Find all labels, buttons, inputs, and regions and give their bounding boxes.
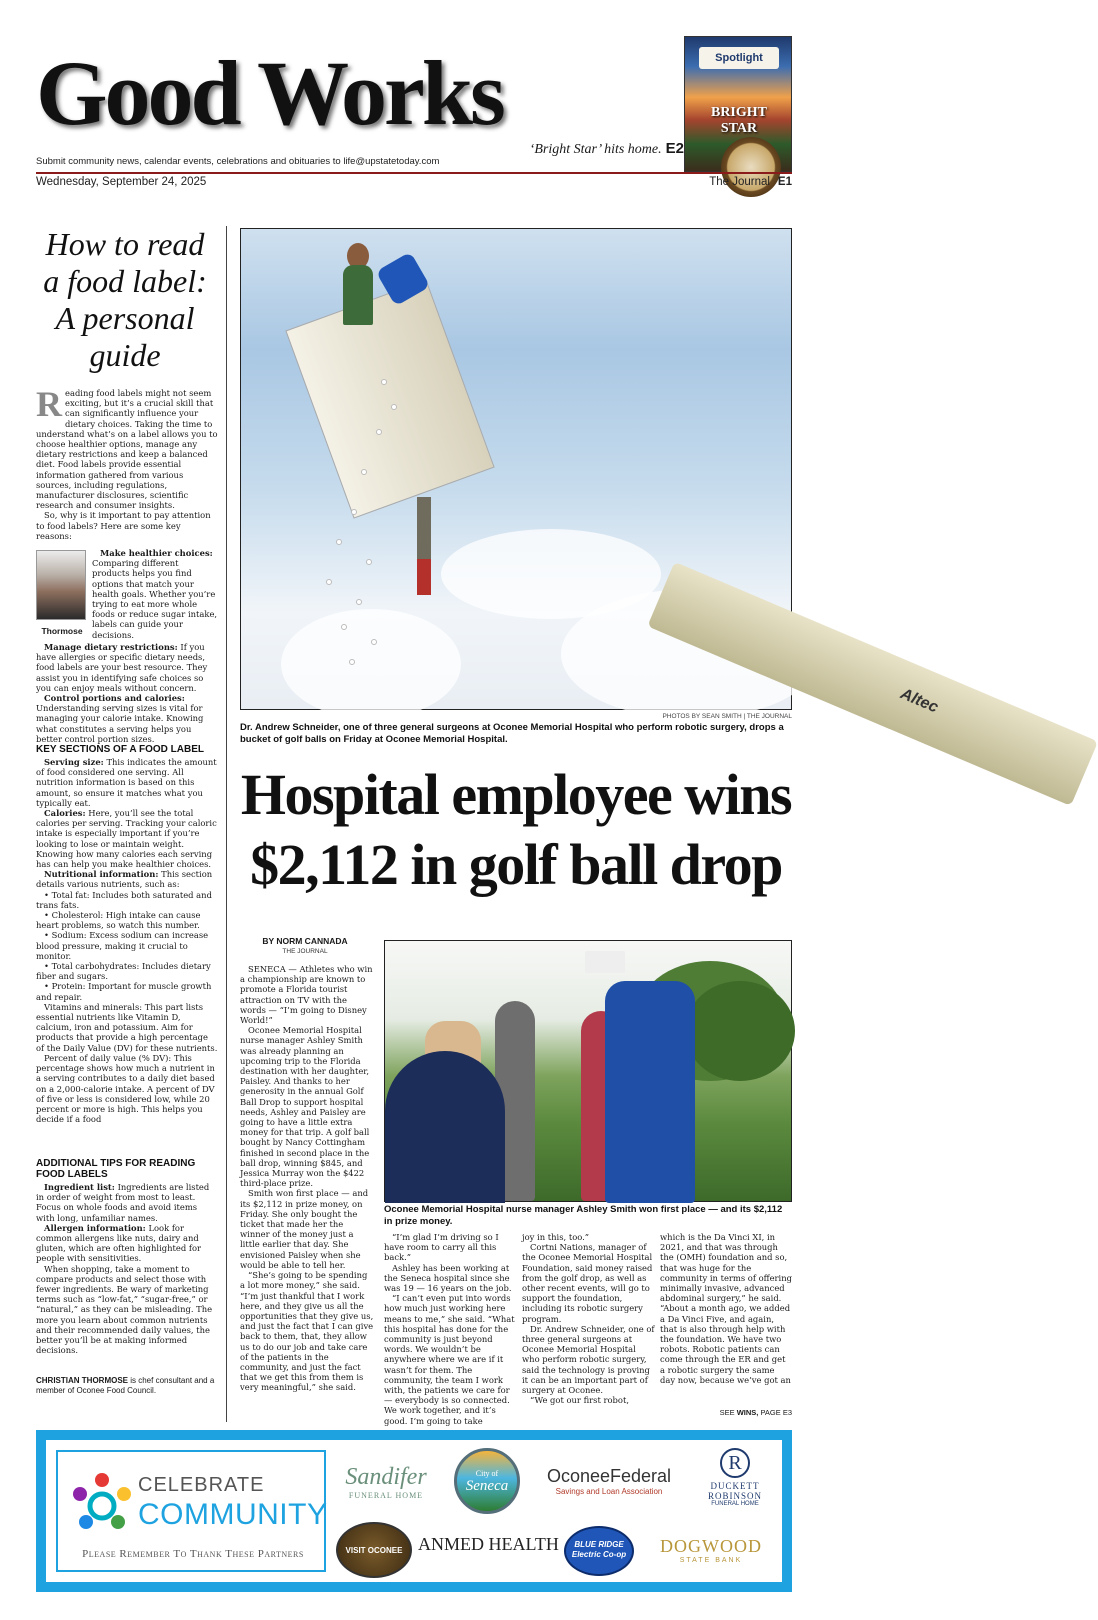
key-sections-heading: KEY SECTIONS OF A FOOD LABEL (36, 744, 204, 755)
column-paragraph: So, why is it important to pay attention to food labels? Here are some key reasons: (36, 510, 211, 541)
duckett-letter: R (720, 1448, 750, 1478)
calories-text: Here, you’ll see the total calories per serving. Tracking your caloric intake is especially important if you’re looking to lose or maintain weight. Knowing how many calories each serving has can help you make healthier choices. (36, 808, 217, 870)
story-column-3 (522, 1232, 656, 1404)
nutrition-label: Nutritional information: (44, 869, 159, 880)
golf-ball (351, 509, 357, 515)
issue-date: Wednesday, September 24, 2025 (36, 176, 207, 188)
allergen-label: Allergen information: (44, 1222, 146, 1233)
celebrate-word: CELEBRATE (138, 1474, 265, 1496)
nutrient-bullet: • Sodium: Excess sodium can increase blood pressure, making it crucial to monitor. (36, 930, 209, 961)
hydraulic-tip (417, 559, 431, 595)
golf-ball (336, 539, 342, 545)
story-paragraph: which is the Da Vinci XI, in 2021, and that was through the (OMH) foundation and so, that was huge for the community in terms of offering minimally invasive, advanced abdominal surgery,” he said. “About a month ago, we added a Da Vinci Five, and again, that is also through help with the foundation. We have two robots. Robotic patients can come through the ER and get a robotic surgery the same day now, because we’ve got an (660, 1232, 792, 1385)
seneca-name: Seneca (465, 1478, 509, 1494)
story-paragraph: Dr. Andrew Schneider, one of three general surgeons at Oconee Memorial Hospital who perform robotic surgery, said the technology is proving it can be an important part of surgery at Oconee. (522, 1323, 655, 1396)
byline-affiliation: THE JOURNAL (282, 948, 328, 955)
oconee-federal-name: OconeeFederal (546, 1466, 672, 1486)
story-paragraph: SENECA — Athletes who win a championship are known to promote a Florida tourist attraction on TV with the words — “I’m going to Disney World!” (240, 964, 373, 1026)
nutrient-bullet: • Total carbohydrates: Includes dietary fiber and sugars. (36, 961, 211, 982)
masthead-rule (36, 172, 792, 174)
golf-ball (349, 659, 355, 665)
story-paragraph: joy in this, too.” (522, 1232, 590, 1242)
visit-oconee-name: VISIT OCONEE (345, 1546, 403, 1555)
healthier-choices (92, 548, 218, 640)
nutrient-bullet: • Cholesterol: High intake can cause heart problems, so watch this number. (36, 910, 201, 931)
columnist-photo (36, 550, 86, 620)
anmed-name: ANMED HEALTH (418, 1534, 559, 1554)
foreground-person (385, 1051, 505, 1203)
serving-label: Serving size: (44, 757, 104, 767)
nutrient-bullet: • Protein: Important for muscle growth and repair. (36, 981, 212, 1002)
promo-teaser[interactable] (524, 140, 684, 166)
jump-prefix: SEE (719, 1408, 735, 1417)
golf-ball (376, 429, 382, 435)
lift-bucket (285, 279, 494, 518)
blue-ridge-name: BLUE RIDGE Electric Co-op (571, 1540, 627, 1559)
calories-label: Calories: (44, 808, 86, 819)
dogwood-logo[interactable] (646, 1536, 776, 1576)
sandifer-logo[interactable] (336, 1464, 436, 1518)
ingredient-label: Ingredient list: (44, 1182, 115, 1192)
celebrate-community-box (56, 1450, 326, 1572)
jump-page: PAGE E3 (760, 1408, 792, 1417)
oconee-federal-logo[interactable] (534, 1466, 684, 1512)
golf-ball (371, 639, 377, 645)
main-photo-caption: Dr. Andrew Schneider, one of three general surgeons at Oconee Memorial Hospital who perform robotic surgery, drops a bucket of golf balls on Friday at Oconee Memorial Hospital. (240, 722, 784, 745)
duckett-name: DUCKETT ROBINSON (707, 1481, 762, 1501)
golf-ball (361, 469, 367, 475)
golf-ball (391, 404, 397, 410)
community-word: COMMUNITY (138, 1498, 328, 1531)
story-paragraph: “She’s going to be spending a lot more money,” she said. “I’m just thankful that I work here, and they give us all the opportunities that they give us, and just the fact that I can give back to them, that, they allow us to do our job and take care of the patients in the community, and just the fact that we get this from them is very meaningful,” she said. (240, 1270, 374, 1393)
submit-line: Submit community news, calendar events, celebrations and obituaries to life@upstatetoday.com (36, 156, 440, 167)
winner (605, 981, 695, 1203)
golf-ball (341, 624, 347, 630)
column-divider (226, 226, 227, 1422)
vitamins-paragraph: Vitamins and minerals: This part lists essential nutrients like Vitamin D, calcium, iron and potassium. Aim for products that provide a high percentage of the Daily Value (DV) for these nutrients. (36, 1001, 218, 1053)
sponsor-panel (46, 1440, 782, 1582)
story-headline: Hospital employee wins $2,112 in golf ball drop (240, 762, 792, 897)
story-column-2 (384, 1232, 518, 1426)
promo-spotlight-label: Spotlight (699, 47, 779, 69)
golf-ball (366, 559, 372, 565)
cloud (281, 609, 461, 719)
sandifer-sub: FUNERAL HOME (348, 1491, 424, 1500)
tree (685, 981, 795, 1081)
shopping-paragraph: When shopping, take a moment to compare products and select those with fewer ingredients. Be wary of marketing terms such as “low-fat,” “sugar-free,” or “natural,” as they can be misleading. The more you learn about common nutrients and their recommended daily values, the better you’ll be at making informed decisions. (36, 1263, 213, 1356)
story-column-1 (240, 964, 374, 1404)
anmed-logo[interactable] (418, 1534, 558, 1574)
thank-partners-line: Please Remember To Thank These Partners (82, 1548, 304, 1560)
story-paragraph: Oconee Memorial Hospital nurse manager Ashley Smith was already planning an upcoming trip to the Florida destination with her daughter, Paisley. And thanks to her generosity in the annual Golf Ball Drop to support hospital needs, Ashley and Paisley are going to have a little extra money for that trip. A golf ball bought by Nancy Cottingham finished in second place in the ball drop, winning $845, and Jessica Murray won the $422 third-place prize. (240, 1025, 370, 1189)
promo-text: ‘Bright Star’ hits home. (529, 142, 662, 157)
jump-line[interactable] (660, 1408, 792, 1417)
section-title: Good Works (36, 42, 503, 144)
key-sections-body (36, 757, 218, 1155)
worker (343, 265, 373, 325)
duckett-robinson-logo[interactable] (696, 1448, 774, 1518)
column-headline: How to read a food label: A personal guide (43, 226, 207, 373)
promo-bright-star-title: BRIGHT STAR (710, 105, 767, 136)
visit-oconee-logo[interactable] (336, 1522, 412, 1578)
story-paragraph: Cortni Nations, manager of the Oconee Memorial Hospital Foundation, said money raised from the golf drop, as well as other recent events, will go to support the foundation, including its robotic surgery program. (522, 1242, 653, 1324)
prize-check (585, 951, 625, 973)
columnist-photo-caption: Thormose (41, 626, 83, 636)
boom-brand: Altec (897, 685, 941, 717)
golf-ball (381, 379, 387, 385)
author-bio (36, 1376, 218, 1396)
winner-photo (384, 940, 792, 1202)
intro-text: eading food labels might not seem exciting, but it’s a crucial skill that can significantly influence your dietary choices. Taking the time to understand what’s on a label allows you to choose healthier options, manage any dietary restrictions and keep a balanced diet. Food labels provide essential information gathered from various sources, including regulations, manufacturer disclosures, scientific research and consumer insights. (36, 388, 218, 511)
healthier-text: Comparing different products helps you find options that match your health goals. Whether you’re trying to eat more whole foods or reduce sugar intake, labels can guide your decisions. (92, 558, 218, 640)
portion-text: Understanding serving sizes is vital for managing your calorie intake. Knowing what constitutes a serving helps you better control portion sizes. (36, 703, 204, 744)
photo-credit: PHOTOS BY SEAN SMITH | THE JOURNAL (662, 713, 792, 720)
bio-text: is chef consultant and a member of Oconee Food Council. (36, 1376, 215, 1395)
golf-ball (326, 579, 332, 585)
paper-page (709, 176, 792, 188)
story-paragraph: “We got our first robot, (530, 1395, 629, 1406)
seneca-logo[interactable] (454, 1448, 520, 1514)
page-number: E1 (777, 176, 792, 188)
dogwood-sub: STATE BANK (679, 1557, 743, 1564)
tips-heading: ADDITIONAL TIPS FOR READING FOOD LABELS (36, 1158, 196, 1180)
story-column-4 (660, 1232, 792, 1404)
bio-name: CHRISTIAN THORMOSE (36, 1376, 128, 1385)
ingredient-text: Ingredients are listed in order of weight from most to least. Focus on whole foods and avoid items with long, unfamiliar names. (36, 1182, 210, 1223)
golf-ball (356, 599, 362, 605)
oconee-federal-sub: Savings and Loan Association (555, 1487, 663, 1496)
story-paragraph: Ashley has been working at the Seneca hospital since she was 19 — 16 years on the job. (384, 1262, 512, 1294)
portion-label: Control portions and calories: (44, 693, 185, 704)
healthier-label: Make healthier choices: (100, 548, 213, 558)
dropcap: R (36, 384, 62, 424)
nutrient-bullet: • Total fat: Includes both saturated and trans fats. (36, 889, 212, 910)
nutrition-text: This section details various nutrients, such as: (36, 869, 213, 890)
blue-ridge-logo[interactable] (564, 1526, 634, 1576)
story-paragraph: “I can’t even put into words how much just working here means to me,” she said. “What this hospital has done for the community is just beyond words. We wouldn’t be anywhere where we are if it wasn’t for them. The community, the team I work with, the patients we care for — everybody is so connected. We work together, and it’s good. I’m going to take (384, 1293, 515, 1426)
promo-image[interactable] (684, 36, 792, 172)
seneca-top: City of (475, 1469, 499, 1478)
sandifer-name: Sandifer (345, 1464, 427, 1490)
reasons-continued (36, 642, 218, 744)
duckett-sub: FUNERAL HOME (711, 1501, 759, 1507)
story-paragraph: Smith won first place — and its $2,112 in prize money, on Friday. She only bought the ticket that made her the winner of the money just a little earlier that day. She envisioned Paisley when she would be able to tell her. (240, 1188, 369, 1270)
dietary-text: If you have allergies or specific dietary needs, food labels are your best resource. They assist you in identifying safe choices so you can enjoy meals without concern. (36, 642, 208, 693)
dogwood-name: DOGWOOD (660, 1536, 762, 1556)
story-paragraph: “I’m glad I’m driving so I have room to carry all this back.” (384, 1232, 499, 1263)
serving-text: This indicates the amount of food considered one serving. All nutrition information is based on this amount, so ensure it matches what you typically eat. (36, 757, 217, 808)
percent-dv-paragraph: Percent of daily value (% DV): This percentage shows how much a nutrient in a serving contributes to a daily diet based on a 2,000-calorie intake. A percent of DV of five or less is considered low, while 20 percent or more is high. This helps you decide if a food (36, 1052, 215, 1125)
allergen-text: Look for common allergens like nuts, dairy and gluten, which are often highlighted for people with sensitivities. (36, 1222, 202, 1264)
sponsor-banner (36, 1430, 792, 1592)
tips-body (36, 1182, 218, 1372)
byline: BY NORM CANNADA (262, 936, 348, 946)
column-intro (36, 384, 218, 544)
people-circle-icon (66, 1468, 138, 1540)
jump-word: WINS, (736, 1408, 759, 1417)
dateline (36, 176, 792, 194)
winner-photo-caption: Oconee Memorial Hospital nurse manager Ashley Smith won first place — and its $2,112 in prize money. (384, 1204, 783, 1227)
dietary-label: Manage dietary restrictions: (44, 642, 178, 652)
promo-page: E2 (665, 140, 684, 157)
paper-name: The Journal (709, 176, 770, 188)
